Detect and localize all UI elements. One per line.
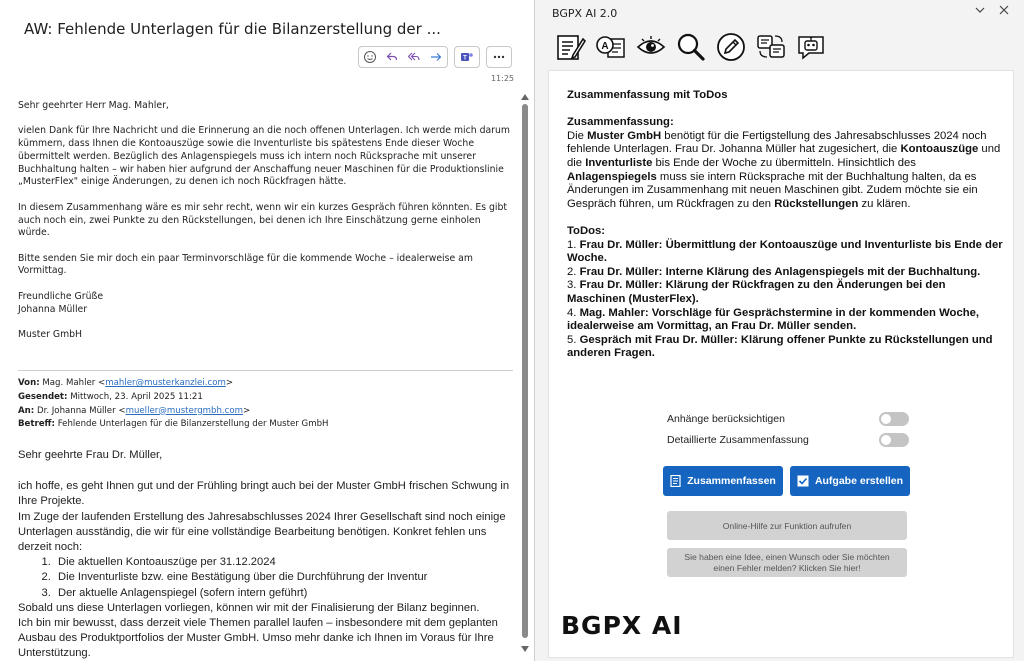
panel-controls	[974, 4, 1010, 19]
reply-icon[interactable]	[381, 47, 403, 67]
teams-icon[interactable]	[454, 46, 480, 68]
document-icon	[670, 475, 681, 487]
mail-paragraph: vielen Dank für Ihre Nachricht und die Erinnerung an die noch offenen Unterlagen. Ich werde mich darum kümmern, dass Ihnen die Kontoauszüge sowie die Inventurliste bis spätestens Ende dieser Woche übermittelt werden. Bezüglich des Anlagenspiegels muss ich intern noch Rücksprache mit unserer Buchhaltung halten – wir haben hier aufgrund der Anschaffung neuer Maschinen für die Produktionslinie „MusterFlex" einige Änderungen, zu denen ich noch Rückfragen hätte.	[18, 125, 510, 188]
header-sent: Gesendet: Mittwoch, 23. April 2025 11:21	[18, 391, 203, 402]
mail-action-bar	[358, 46, 512, 68]
to-email-link[interactable]: mueller@mustergmbh.com	[125, 405, 244, 416]
todo-item: 2. Frau Dr. Müller: Interne Klärung des Anlagenspiegels mit der Buchhaltung.	[567, 265, 981, 278]
option-detailed-label: Detaillierte Zusammenfassung	[667, 434, 809, 446]
chevron-down-icon[interactable]	[974, 4, 986, 19]
scroll-down-icon[interactable]	[521, 646, 529, 652]
mail-paragraph: Bitte senden Sie mir doch ein paar Terminvorschläge für die kommende Woche – idealerweise am Vormittag.	[18, 252, 473, 277]
mail-scrollbar[interactable]	[521, 92, 529, 654]
todo-item: 5. Gespräch mit Frau Dr. Müller: Klärung offener Punkte zu Rückstellungen und anderen Fragen.	[567, 333, 993, 360]
emoji-icon[interactable]	[359, 47, 381, 67]
summary-text	[567, 89, 1007, 361]
attachments-toggle[interactable]	[879, 412, 909, 426]
bgpx-logo: BGPX AI	[561, 611, 683, 640]
checkbox-icon	[797, 475, 809, 487]
quoted-headers	[18, 377, 329, 432]
header-to: An: Dr. Johanna Müller <mueller@mustergmbh.com>	[18, 405, 251, 416]
feedback-button[interactable]: Sie haben eine Idee, einen Wunsch oder Sie möchten einen Fehler melden? Klicken Sie hier!	[667, 548, 907, 577]
todo-item: 4. Mag. Mahler: Vorschläge für Gesprächstermine in der kommenden Woche, idealerweise am Vormittag, an Frau Dr. Müller senden.	[567, 306, 980, 333]
header-subject: Betreff: Fehlende Unterlagen für die Bilanzerstellung der Muster GmbH	[18, 419, 329, 430]
scroll-up-icon[interactable]	[521, 94, 529, 100]
todo-list	[567, 239, 1007, 361]
detailed-toggle[interactable]	[879, 433, 909, 447]
svg-text:A: A	[601, 41, 609, 52]
quoted-paragraph: Sobald uns diese Unterlagen vorliegen, können wir mit der Finalisierung der Bilanz beginnen.	[18, 601, 480, 614]
summary-title: Zusammenfassung mit ToDos	[567, 89, 728, 101]
online-help-button[interactable]: Online-Hilfe zur Funktion aufrufen	[667, 511, 907, 540]
missing-documents-list	[54, 555, 518, 601]
mail-time: 11:25	[490, 74, 514, 83]
quoted-paragraph: Im Zuge der laufenden Erstellung des Jahresabschlusses 2024 Ihrer Gesellschaft sind noch einige Unterlagen ausständig, die wir für eine vollständige Bearbeitung benötigen. Konkret fehlen uns derzeit noch:	[18, 510, 506, 554]
mail-closing: Freundliche Grüße	[18, 290, 104, 302]
mail-body	[18, 100, 513, 342]
todo-label: ToDos:	[567, 224, 606, 237]
summary-label: Zusammenfassung:	[567, 116, 674, 129]
mail-sender-name: Johanna Müller	[18, 303, 88, 315]
close-icon[interactable]	[998, 4, 1010, 19]
from-email-link[interactable]: mahler@musterkanzlei.com	[105, 378, 226, 388]
create-task-button[interactable]: Aufgabe erstellen	[790, 466, 910, 496]
quoted-paragraph: ich hoffe, es geht Ihnen gut und der Frühling bringt auch bei der Muster GmbH frischen Schwung in Ihre Projekte.	[18, 480, 510, 508]
todo-item: 3. Frau Dr. Müller: Klärung der Rückfragen zu den Änderungen bei den Maschinen (MusterFlex).	[567, 279, 946, 305]
edit-icon[interactable]	[714, 30, 748, 64]
more-options-icon[interactable]	[486, 46, 512, 68]
scroll-thumb[interactable]	[522, 104, 528, 638]
option-attachments	[667, 411, 909, 427]
list-item: 3. Der aktuelle Anlagenspiegel (sofern intern geführt)	[54, 586, 518, 601]
search-icon[interactable]	[674, 30, 708, 64]
header-from: Von: Mag. Mahler <mahler@musterkanzlei.com>	[18, 378, 234, 388]
option-attachments-label: Anhänge berücksichtigen	[667, 413, 785, 425]
quoted-paragraph: Ich bin mir bewusst, dass derzeit viele Themen parallel laufen – insbesondere mit dem geplanten Ausbau des Produktportfolios der Muster GmbH. Umso mehr danke ich Ihnen im Voraus für Ihre Unterstützung.	[18, 617, 498, 660]
tool-row	[554, 30, 828, 64]
translate-icon[interactable]	[754, 30, 788, 64]
mail-greeting: Sehr geehrter Herr Mag. Mahler,	[18, 100, 169, 111]
forward-icon[interactable]	[425, 47, 447, 67]
reaction-group	[358, 46, 448, 68]
summary-paragraph: Die Muster GmbH benötigt für die Fertigstellung des Jahresabschlusses 2024 noch fehlende Unterlagen. Frau Dr. Johanna Müller hat zugesichert, die Kontoauszüge und die Inventurliste bis Ende der Woche zu übermitteln. Hinsichtlich des Anlagenspiegels muss sie intern Rücksprache mit der Buchhaltung halten, da es Änderungen im Zusammenhang mit neuen Maschinen gibt. Zudem möchte sie ein Gespräch führen, um Rückfragen zu den Rückstellungen zu klären.	[567, 129, 1001, 210]
list-item: 1. Die aktuellen Kontoauszüge per 31.12.2024	[54, 555, 518, 570]
eye-icon[interactable]	[634, 30, 668, 64]
bgpx-panel	[540, 0, 1024, 661]
quoted-body	[18, 448, 518, 661]
option-detailed	[667, 432, 909, 448]
robot-chat-icon[interactable]	[794, 30, 828, 64]
summarize-button[interactable]: Zusammenfassen	[663, 466, 783, 496]
svg-text:T: T	[463, 55, 467, 62]
panel-content	[548, 70, 1014, 658]
quote-separator	[18, 370, 513, 371]
mail-company: Muster GmbH	[18, 328, 83, 340]
panel-title: BGPX AI 2.0	[552, 7, 618, 20]
mail-paragraph: In diesem Zusammenhang wäre es mir sehr recht, wenn wir ein kurzes Gespräch führen könnten. Es gibt auch noch ein, zwei Punkte zu den Rückstellungen, bei denen ich Ihre Einschätzung gerne einholen würde.	[18, 201, 508, 239]
compose-icon[interactable]	[554, 30, 588, 64]
list-item: 2. Die Inventurliste bzw. eine Bestätigung über die Durchführung der Inventur	[54, 570, 518, 585]
todo-item: 1. Frau Dr. Müller: Übermittlung der Kontoauszüge und Inventurliste bis Ende der Woche.	[567, 238, 1003, 265]
spellcheck-icon[interactable]	[594, 30, 628, 64]
mail-subject: AW: Fehlende Unterlagen für die Bilanzerstellung der ...	[24, 20, 441, 38]
reply-all-icon[interactable]	[403, 47, 425, 67]
quoted-greeting: Sehr geehrte Frau Dr. Müller,	[18, 449, 163, 461]
